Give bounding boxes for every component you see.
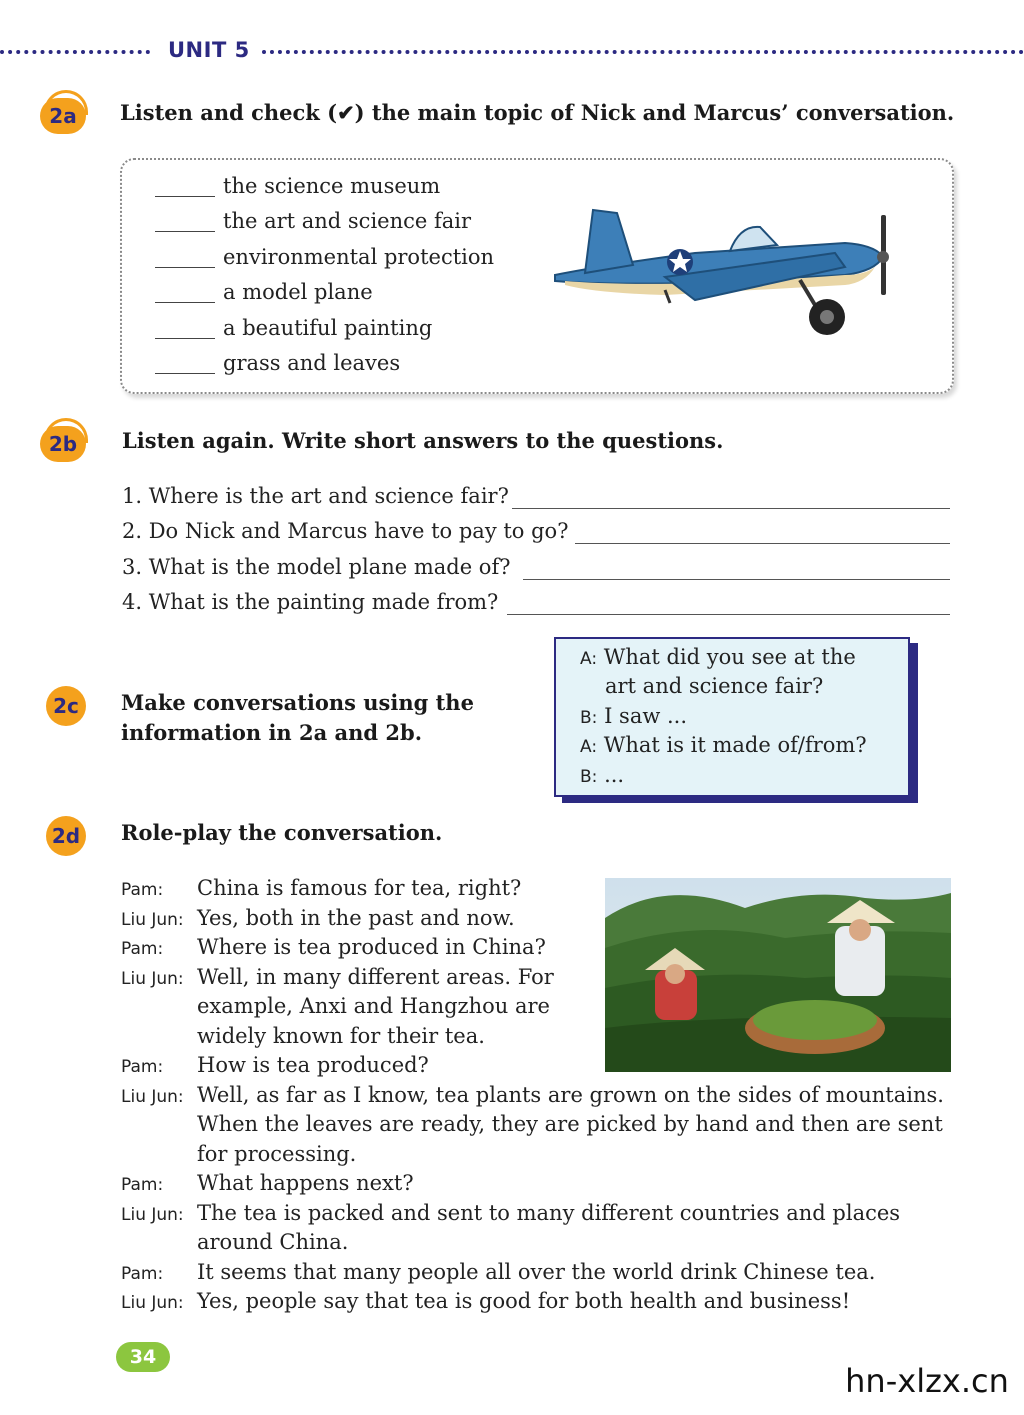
dialog-line: art and science fair? <box>605 674 824 698</box>
conversation-line: China is famous for tea, right? <box>197 876 522 900</box>
option-label: a model plane <box>223 280 373 304</box>
headphones-icon <box>44 418 88 443</box>
dialog-line: B: ... <box>580 763 625 787</box>
option-label: grass and leaves <box>223 351 401 375</box>
question-1: 1. Where is the art and science fair? <box>122 484 509 508</box>
dialog-line: B: I saw ... <box>580 704 688 728</box>
instruction-2c-line2: information in 2a and 2b. <box>121 720 423 745</box>
speaker-label: Pam: <box>121 880 164 900</box>
option-label: environmental protection <box>223 245 495 269</box>
page-number: 34 <box>116 1342 170 1372</box>
conversation-line: Yes, both in the past and now. <box>197 906 515 930</box>
headphones-icon <box>44 90 88 115</box>
option-label: a beautiful painting <box>223 316 433 340</box>
badge-2d: 2d <box>46 816 86 856</box>
speaker-label: Pam: <box>121 1057 164 1077</box>
conversation-line: around China. <box>197 1230 349 1254</box>
unit-title: UNIT 5 <box>168 38 250 62</box>
badge-2a: 2a <box>40 98 86 134</box>
conversation-line: How is tea produced? <box>197 1053 429 1077</box>
answer-line-4[interactable] <box>507 614 950 615</box>
conversation-line: When the leaves are ready, they are picked by hand and then are sent <box>197 1112 943 1136</box>
instruction-2c-line1: Make conversations using the <box>121 690 474 715</box>
check-blank[interactable] <box>155 231 215 232</box>
conversation-line: What happens next? <box>197 1171 414 1195</box>
question-4: 4. What is the painting made from? <box>122 590 499 614</box>
check-blank[interactable] <box>155 267 215 268</box>
site-watermark: hn-xlzx.cn <box>830 1348 1024 1415</box>
conversation-line: Where is tea produced in China? <box>197 935 546 959</box>
speaker-label: Liu Jun: <box>121 910 184 930</box>
header-dotted-rule-left <box>0 50 150 54</box>
conversation-line: It seems that many people all over the world drink Chinese tea. <box>197 1260 876 1284</box>
conversation-line: widely known for their tea. <box>197 1024 485 1048</box>
answer-line-1[interactable] <box>512 508 950 509</box>
answer-line-2[interactable] <box>575 543 950 544</box>
option-label: the art and science fair <box>223 209 472 233</box>
speaker-label: Liu Jun: <box>121 1205 184 1225</box>
dialog-line: A: What did you see at the <box>580 645 856 669</box>
check-blank[interactable] <box>155 302 215 303</box>
instruction-2b: Listen again. Write short answers to the questions. <box>122 428 724 453</box>
conversation-line: Well, as far as I know, tea plants are grown on the sides of mountains. <box>197 1083 944 1107</box>
option-label: the science museum <box>223 174 441 198</box>
dialog-line: A: What is it made of/from? <box>580 733 867 757</box>
conversation-line: Yes, people say that tea is good for both health and business! <box>197 1289 851 1313</box>
speaker-label: Liu Jun: <box>121 1087 184 1107</box>
conversation-line: The tea is packed and sent to many different countries and places <box>197 1201 901 1225</box>
speaker-label: Liu Jun: <box>121 1293 184 1313</box>
question-3: 3. What is the model plane made of? <box>122 555 511 579</box>
speaker-label: Liu Jun: <box>121 969 184 989</box>
speaker-label: Pam: <box>121 939 164 959</box>
badge-2c: 2c <box>46 686 86 726</box>
speaker-label: Pam: <box>121 1175 164 1195</box>
conversation-line: Well, in many different areas. For <box>197 965 554 989</box>
answer-line-3[interactable] <box>523 579 950 580</box>
instruction-2a: Listen and check (✔) the main topic of Nick and Marcus’ conversation. <box>120 100 955 125</box>
tea-picking-photo <box>605 878 951 1072</box>
dialog-example-box <box>554 637 910 797</box>
check-blank[interactable] <box>155 196 215 197</box>
conversation-line: for processing. <box>197 1142 357 1166</box>
check-blank[interactable] <box>155 338 215 339</box>
header-dotted-rule-right <box>262 50 1024 54</box>
question-2: 2. Do Nick and Marcus have to pay to go? <box>122 519 569 543</box>
check-blank[interactable] <box>155 373 215 374</box>
speaker-label: Pam: <box>121 1264 164 1284</box>
conversation-line: example, Anxi and Hangzhou are <box>197 994 550 1018</box>
badge-2b: 2b <box>40 426 86 462</box>
model-plane-image <box>545 205 905 340</box>
instruction-2d: Role-play the conversation. <box>121 820 443 845</box>
